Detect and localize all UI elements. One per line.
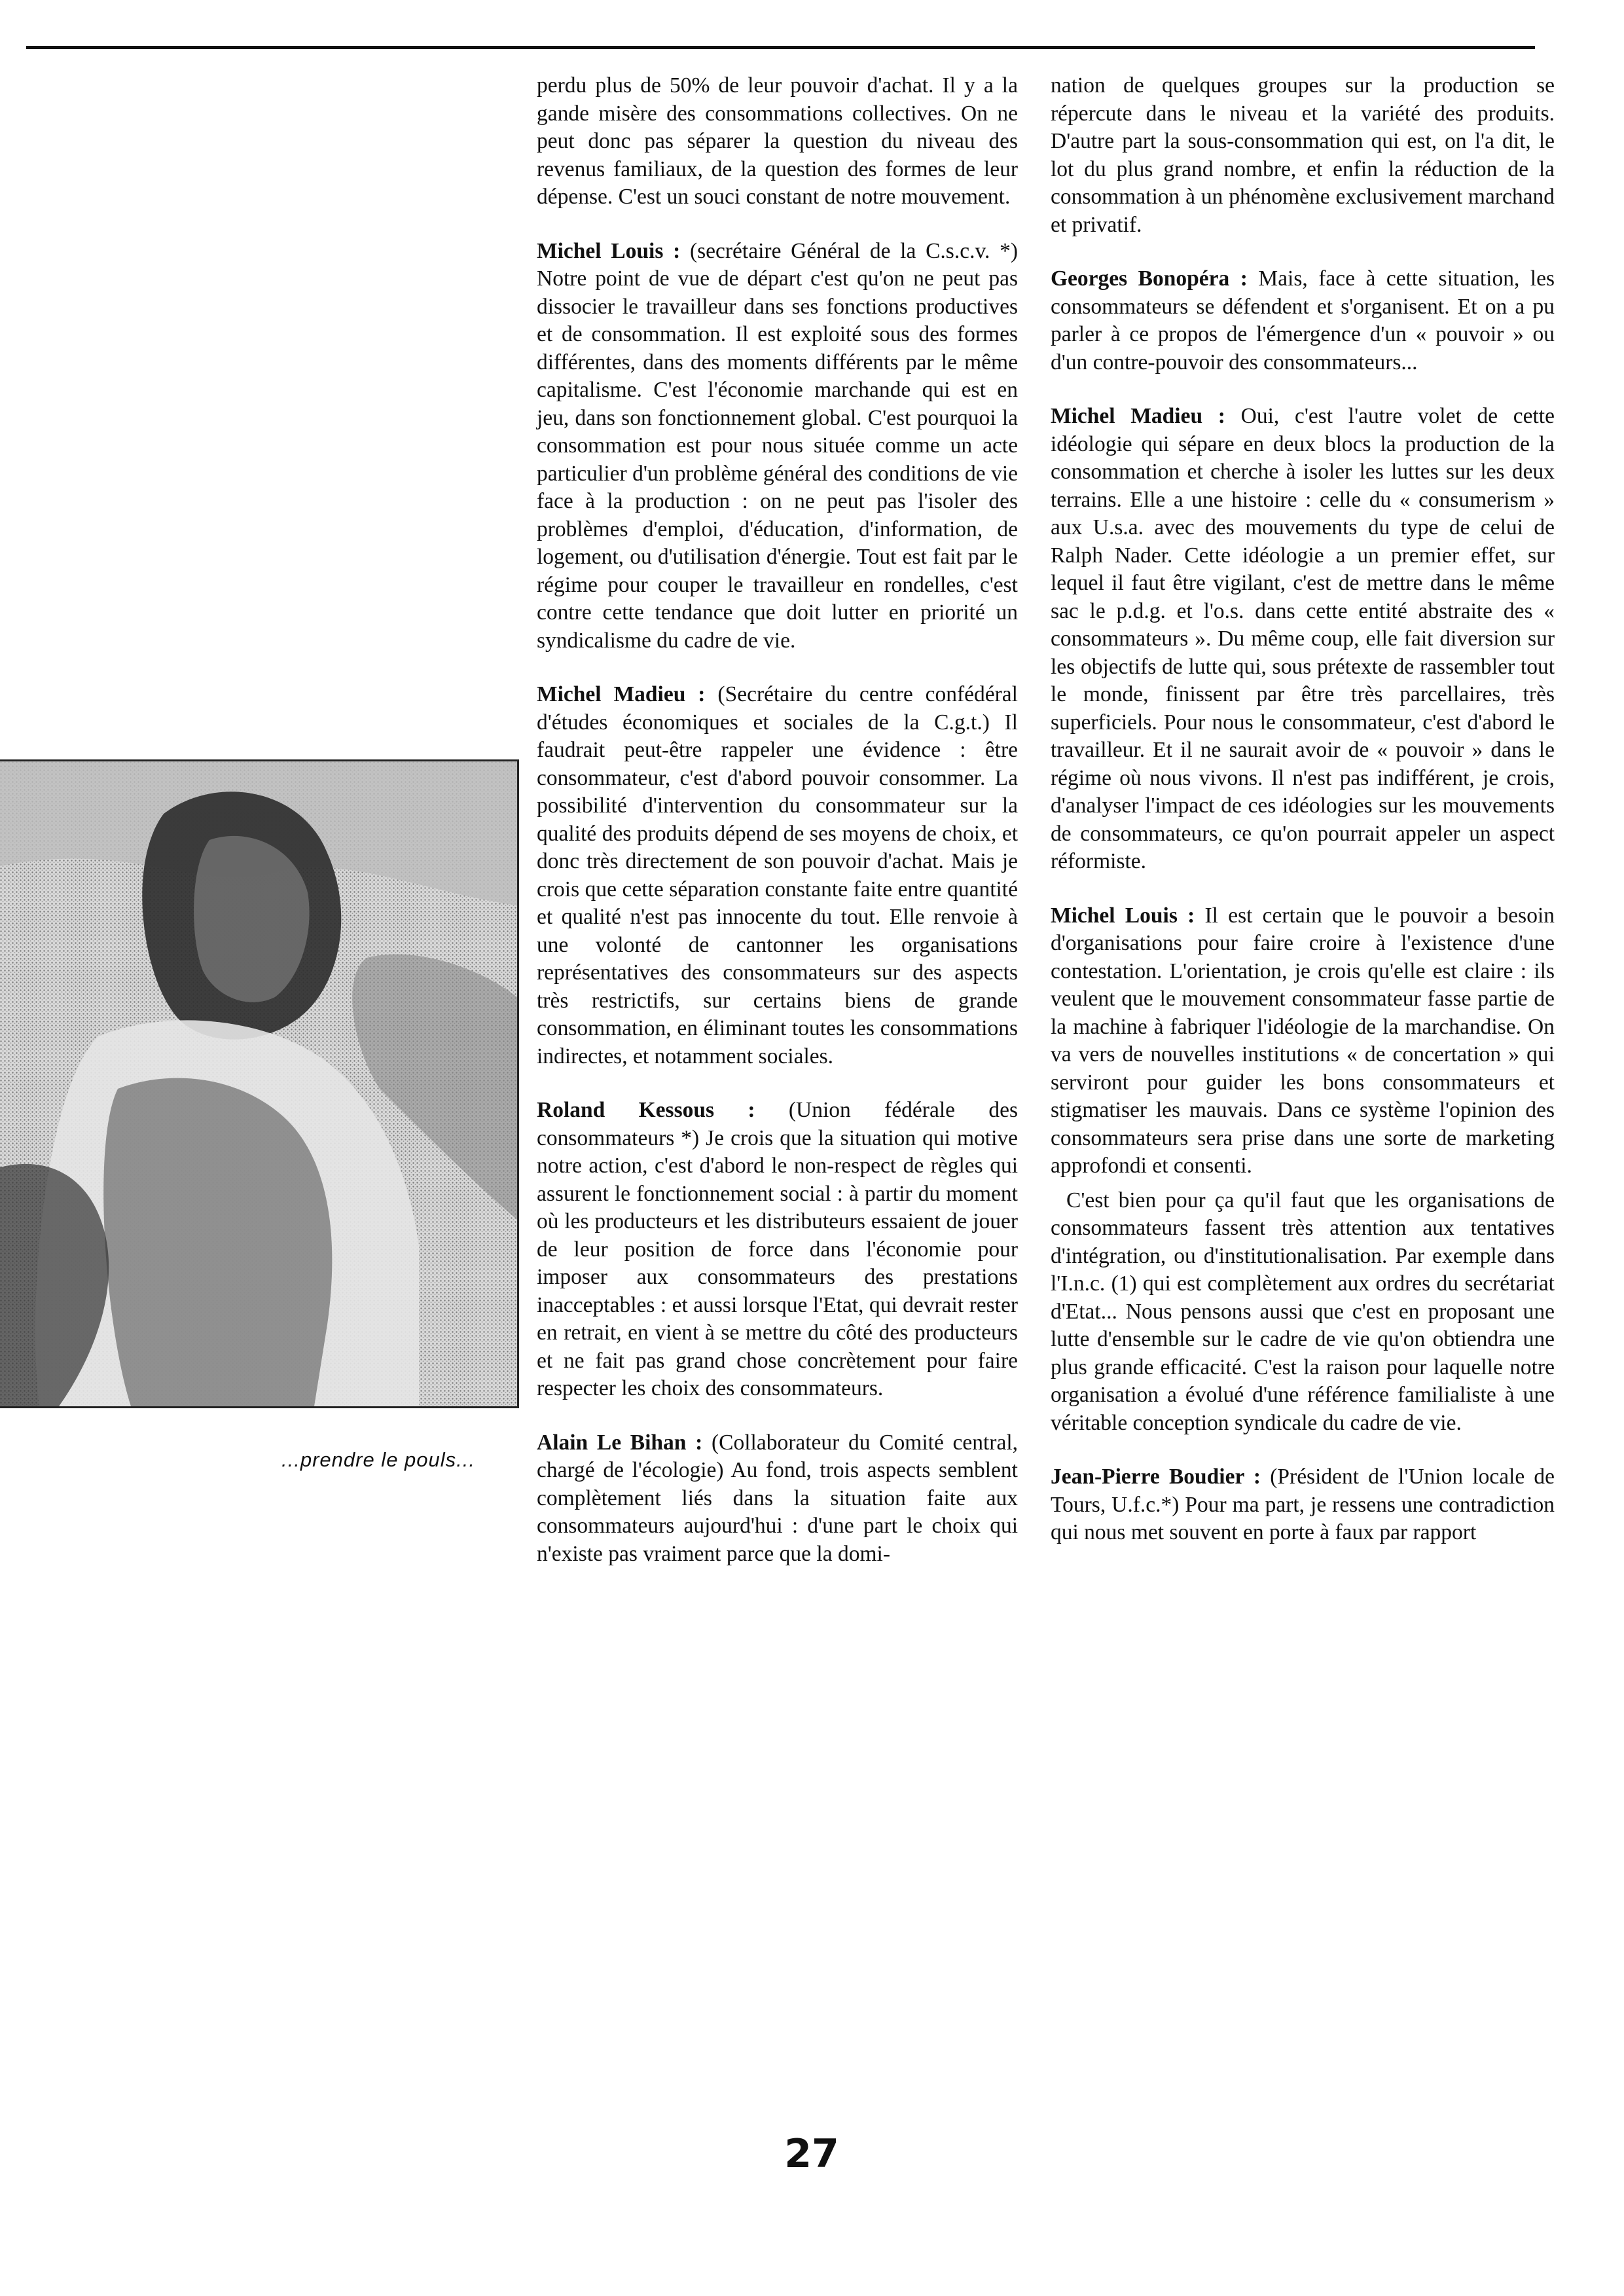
top-rule — [26, 46, 1535, 49]
paragraph — [1051, 902, 1555, 1180]
paragraph — [537, 72, 1018, 211]
paragraph-text: (Président de l'Union locale de Tours, U.f.c.*) Pour ma part, je ressens une contradiction qui nous met souvent en porte à faux par rapport — [1051, 1465, 1555, 1544]
paragraph — [1051, 1187, 1555, 1438]
paragraph-text: perdu plus de 50% de leur pouvoir d'achat. Il y a la gande misère des consommations collectives. On ne peut donc pas séparer la question du niveau des revenus familiaux, de la question des formes de leur dépense. C'est un souci constant de notre mouvement. — [537, 73, 1018, 209]
paragraph-text: Mais, face à cette situation, les consommateurs se défendent et s'organisent. Et on a pu parler à ce propos de l'émergence d'un « pouvoir » ou d'un contre-pouvoir des consommateurs... — [1051, 266, 1555, 374]
paragraph — [537, 238, 1018, 655]
paragraph-text: (Collaborateur du Comité central, chargé de l'écologie) Au fond, trois aspects semblent complètement liés dans la situation faite aux consommateurs aujourd'hui : d'une part le choix qui n'existe pas vraiment parce que la domi- — [537, 1430, 1018, 1566]
speaker-name: Michel Louis : — [537, 238, 681, 263]
paragraph — [537, 681, 1018, 1070]
paragraph — [1051, 265, 1555, 376]
speaker-name: Georges Bonopéra : — [1051, 266, 1248, 291]
speaker-name: Michel Madieu : — [1051, 404, 1225, 428]
paragraph-text: (Union fédérale des consommateurs *) Je crois que la situation qui motive notre action, c'est d'abord le non-respect de règles qui assurent le fonctionnement social : à partir du moment où les producteurs et les distributeurs essaient de jouer de leur position de force dans l'économie pour imposer aux consommateurs des prestations inacceptables : et aussi lorsque l'Etat, qui devrait rester en retrait, en vient à se mettre du côté des producteurs et ne fait pas grand chose concrètement pour faire respecter les choix des consommateurs. — [537, 1098, 1019, 1400]
paragraph-text: C'est bien pour ça qu'il faut que les organisations de consommateurs fassent très attention aux tentatives d'intégration, ou d'institutionalisation. Par exemple dans l'I.n.c. (1) qui est complètement aux ordres du secrétariat d'Etat... Nous pensons aussi que c'est en proposant une lutte d'ensemble sur le cadre de vie qu'on obtiendra une plus grande efficacité. C'est la raison pour laquelle notre organisation a évolué d'une référence familialiste à une véritable conception syndicale du cadre de vie. — [1051, 1188, 1555, 1435]
text-column-2 — [1051, 72, 1555, 1573]
speaker-name: Alain Le Bihan : — [537, 1430, 703, 1455]
paragraph-text: (secrétaire Général de la C.s.c.v. *) Notre point de vue de départ c'est qu'on ne peut pas dissocier le travailleur dans ses fonctions productives et de consommation. Il est exploité sous des formes différentes, dans des moments différents par le même capitalisme. C'est l'économie marchande qui est en jeu, dans son fonctionnement global. C'est pourquoi la consommation est pour nous située comme un acte particulier d'un problème général des conditions de vie face à la production : on ne peut pas l'isoler des problèmes d'emploi, d'éducation, d'information, de logement, ou d'utilisation d'énergie. Tout est fait par le régime pour couper le travailleur en rondelles, c'est contre cette tendance que doit lutter en priorité un syndicalisme du cadre de vie. — [537, 238, 1019, 653]
page-number: 27 — [784, 2131, 839, 2177]
paragraph — [1051, 1463, 1555, 1547]
paragraph-text: nation de quelques groupes sur la production se répercute dans le niveau et la variété des produits. D'autre part la sous-consommation qui est, on l'a dit, le lot du plus grand nombre, et enfin la réduction de la consommation à un phénomène exclusivement marchand et privatif. — [1051, 73, 1555, 237]
speaker-name: Roland Kessous : — [537, 1098, 755, 1122]
paragraph — [537, 1429, 1018, 1569]
photo-caption: ...prendre le pouls... — [281, 1448, 475, 1471]
speaker-name: Michel Madieu : — [537, 682, 706, 706]
paragraph-text: Il est certain que le pouvoir a besoin d'organisations pour faire croire à l'existence d'une contestation. L'orientation, je crois qu'elle est claire : ils veulent que le mouvement consommateur fasse partie de la machine à fabriquer l'idéologie de la marchandise. On va vers de nouvelles institutions « de concertation » qui serviront pour guider les bons consommateurs et stigmatiser les mauvais. Dans ce système l'opinion des consommateurs sera prise dans une sorte de marketing approfondi et consenti. — [1051, 903, 1555, 1178]
photograph — [0, 759, 519, 1408]
paragraph — [1051, 72, 1555, 239]
speaker-name: Michel Louis : — [1051, 903, 1195, 928]
photo-image — [0, 761, 517, 1406]
text-column-1 — [537, 72, 1018, 1594]
paragraph-text: (Secrétaire du centre confédéral d'études économiques et sociales de la C.g.t.) Il faudrait peut-être rappeler une évidence : être consommateur, c'est d'abord pouvoir consommer. La possibilité d'intervention du consommateur sur la qualité des produits dépend de ses moyens de choix, et donc très directement de son pouvoir d'achat. Mais je crois que cette séparation constante faite entre quantité et qualité n'est pas innocente du tout. Elle renvoie à une volonté de cantonner les organisations représentatives des consommateurs sur des aspects très restrictifs, sur certains biens de grande consommation, en éliminant toutes les consommations indirectes, et notamment sociales. — [537, 682, 1018, 1068]
paragraph — [1051, 403, 1555, 876]
paragraph — [537, 1097, 1018, 1403]
paragraph-text: Oui, c'est l'autre volet de cette idéologie qui sépare en deux blocs la production de la consommation et cherche à isoler les luttes sur les deux terrains. Elle a une histoire : celle du « consumerism » aux U.s.a. avec des mouvements du type de celui de Ralph Nader. Cette idéologie a un premier effet, sur lequel il faut être vigilant, c'est de mettre dans le même sac le p.d.g. et l'o.s. dans cette entité abstraite des « consommateurs ». Du même coup, elle fait diversion sur les objectifs de lutte qui, sous prétexte de rassembler tout le monde, finissent par être très parcellaires, très superficiels. Pour nous le consommateur, c'est d'abord le travailleur. Et il ne saurait avoir de « pouvoir » dans le régime où nous vivons. Il n'est pas indifférent, je crois, d'analyser l'impact de ces idéologies sur les mouvements de consommateurs, ce qu'on pourrait appeler un aspect réformiste. — [1051, 404, 1555, 873]
speaker-name: Jean-Pierre Boudier : — [1051, 1465, 1261, 1489]
